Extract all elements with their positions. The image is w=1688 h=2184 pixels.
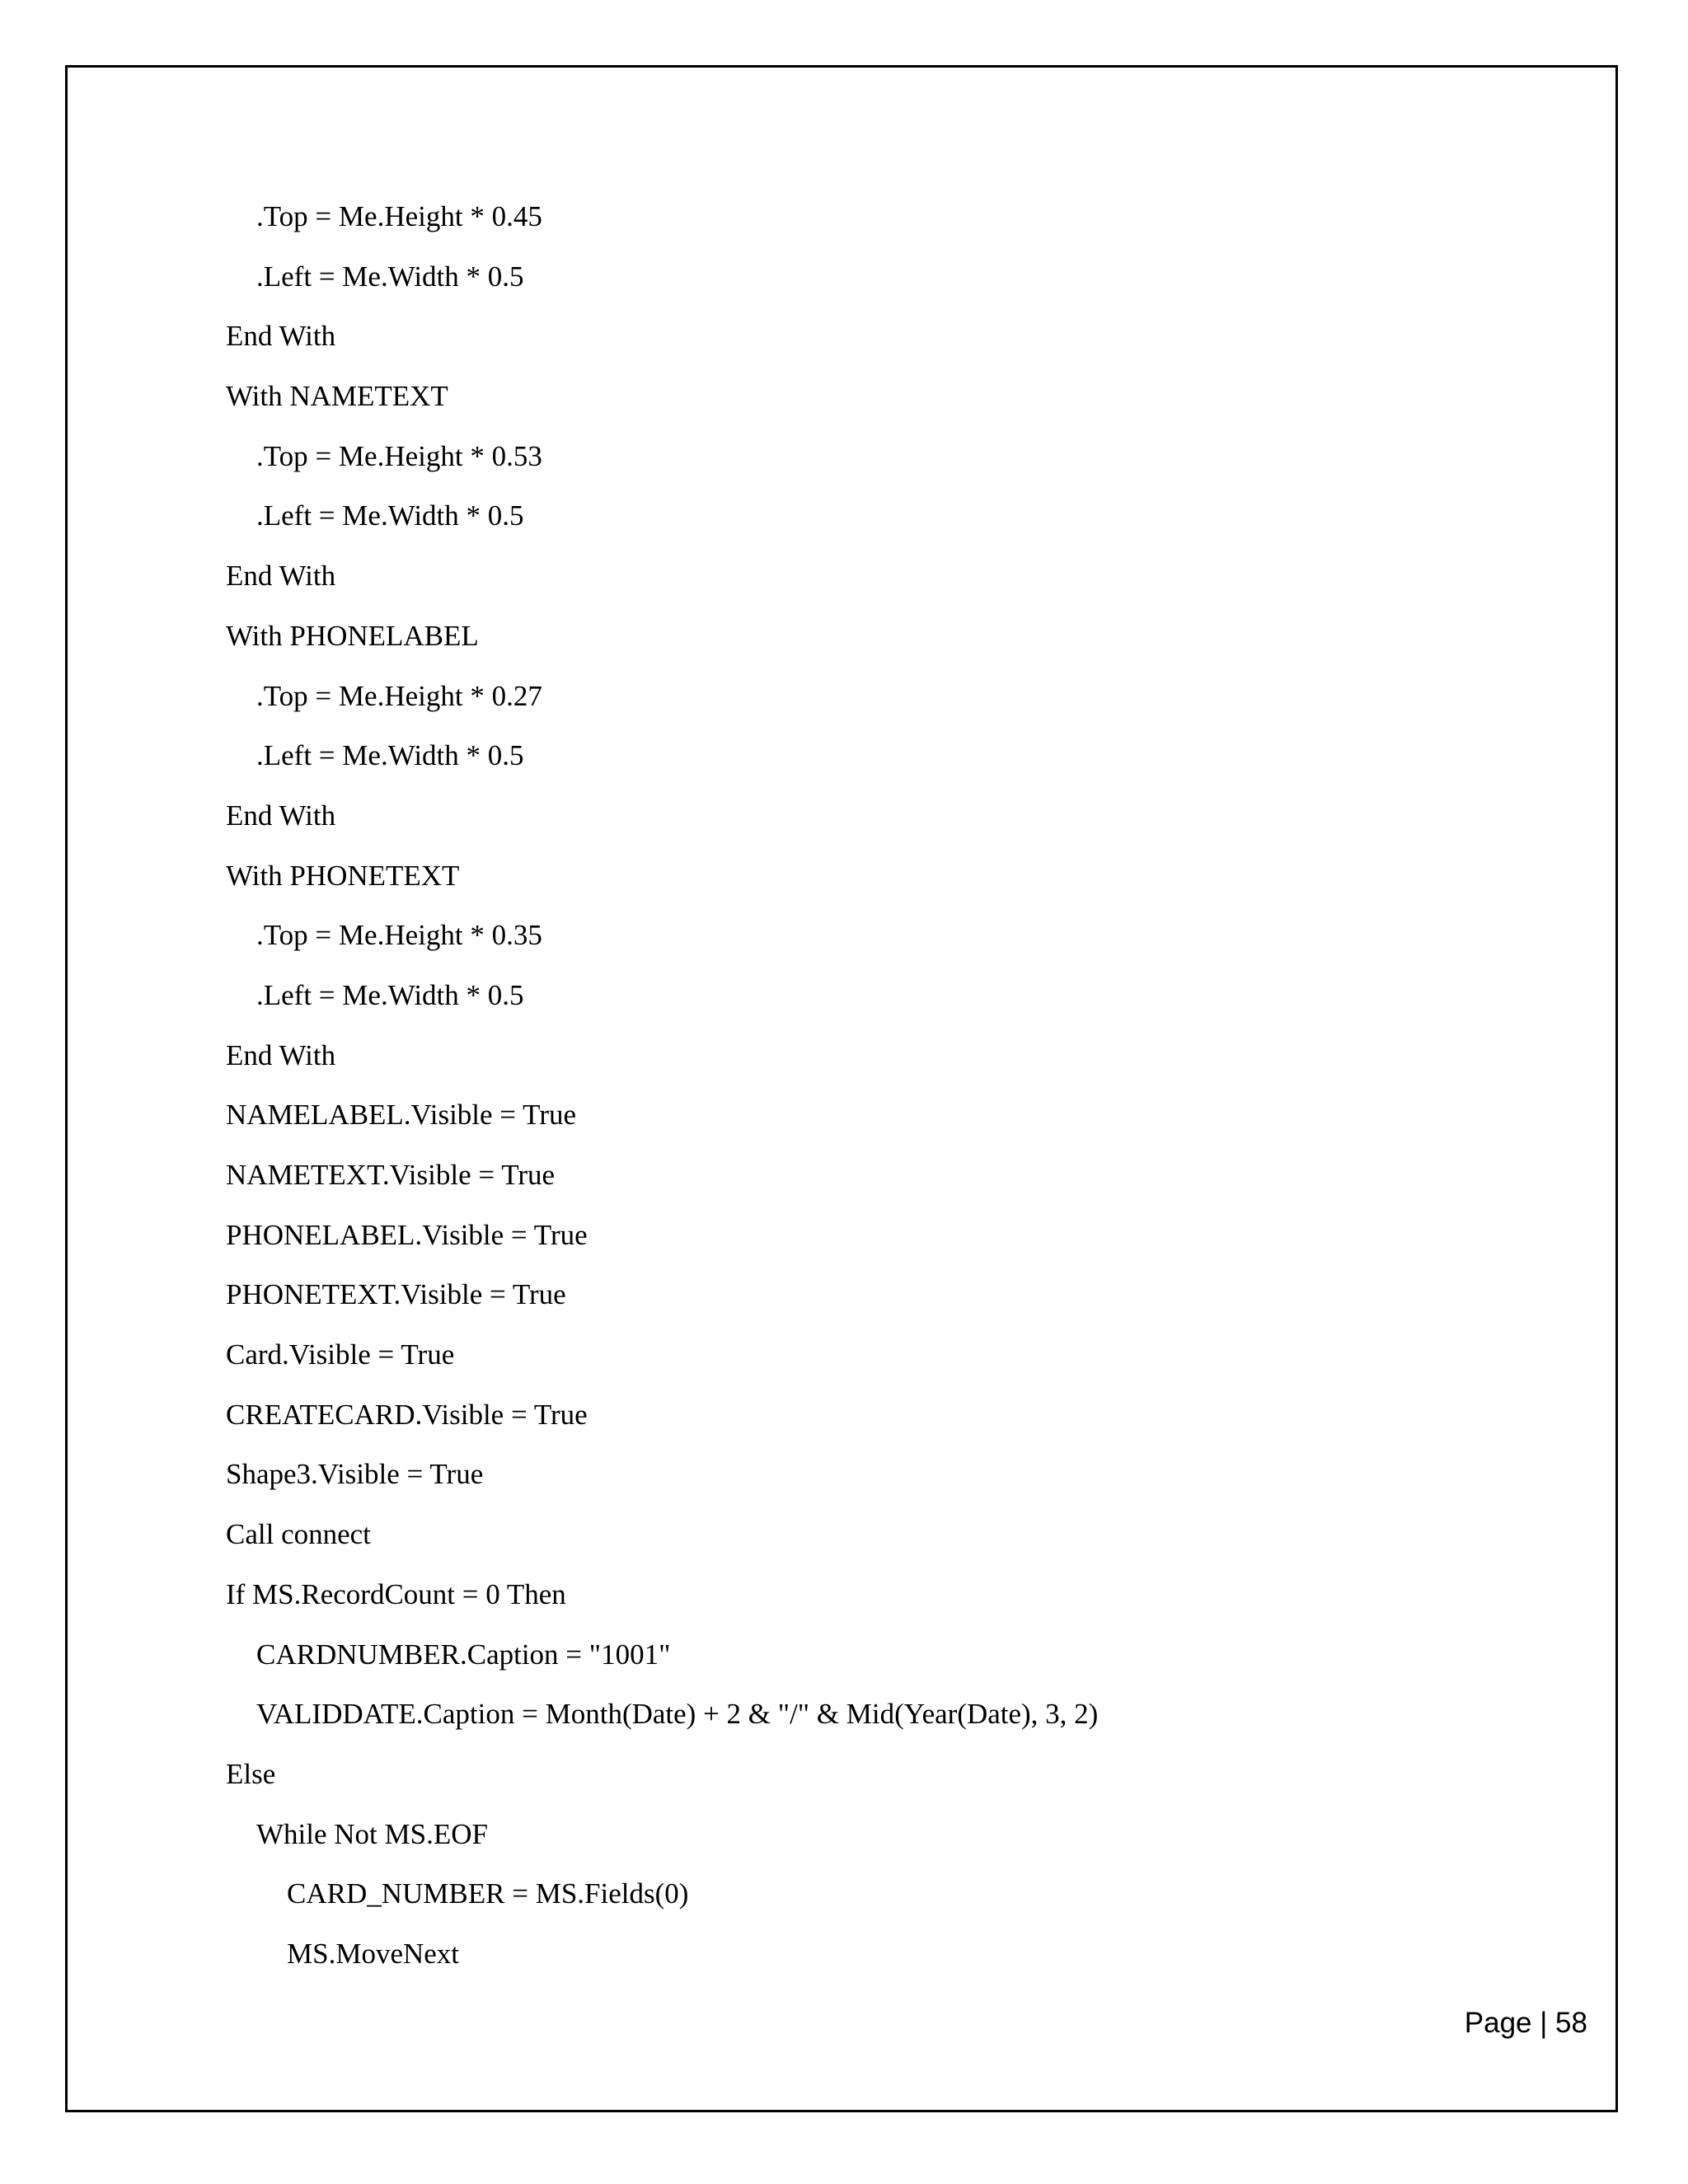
code-line: CREATECARD.Visible = True <box>226 1398 588 1431</box>
code-line: Shape3.Visible = True <box>226 1458 484 1491</box>
code-line: If MS.RecordCount = 0 Then <box>226 1577 566 1610</box>
code-line: CARDNUMBER.Caption = "1001" <box>256 1638 671 1671</box>
code-line: .Top = Me.Height * 0.27 <box>256 679 542 712</box>
code-line: NAMETEXT.Visible = True <box>226 1159 556 1191</box>
page-number: Page | 58 <box>1464 2007 1587 2039</box>
code-line: End With <box>226 560 336 593</box>
code-line: CARD_NUMBER = MS.Fields(0) <box>287 1877 689 1910</box>
code-listing <box>226 192 1098 1990</box>
code-line: End With <box>226 1038 336 1071</box>
code-line: .Top = Me.Height * 0.35 <box>256 919 542 952</box>
code-line: .Left = Me.Width * 0.5 <box>256 260 524 293</box>
code-line: .Left = Me.Width * 0.5 <box>256 739 524 772</box>
code-line: NAMELABEL.Visible = True <box>226 1099 577 1132</box>
code-line: While Not MS.EOF <box>256 1817 488 1850</box>
code-line: End With <box>226 320 336 353</box>
code-line: PHONETEXT.Visible = True <box>226 1278 566 1311</box>
code-line: With NAMETEXT <box>226 380 448 413</box>
code-line: Else <box>226 1757 276 1790</box>
code-line: MS.MoveNext <box>287 1937 460 1970</box>
code-line: With PHONELABEL <box>226 619 479 652</box>
code-line: PHONELABEL.Visible = True <box>226 1218 588 1251</box>
code-line: .Left = Me.Width * 0.5 <box>256 978 524 1011</box>
code-line: VALIDDATE.Caption = Month(Date) + 2 & "/" & Mid(Year(Date), 3, 2) <box>256 1698 1099 1731</box>
code-line: .Left = Me.Width * 0.5 <box>256 499 524 532</box>
code-line: Call connect <box>226 1518 371 1551</box>
code-line: With PHONETEXT <box>226 859 460 892</box>
code-line: Card.Visible = True <box>226 1338 455 1371</box>
code-line: End With <box>226 799 336 832</box>
code-line: .Top = Me.Height * 0.53 <box>256 439 542 472</box>
code-line: .Top = Me.Height * 0.45 <box>256 200 542 232</box>
